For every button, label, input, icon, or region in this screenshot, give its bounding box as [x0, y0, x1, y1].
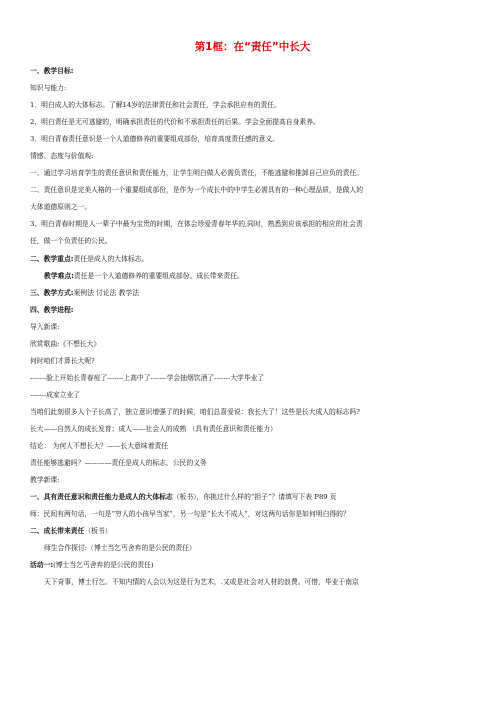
text-line: 任，做一个负责任的公民。: [30, 237, 112, 246]
text-line: 3．明白青春责任意识是一个人道德修养的重要组成部份，培育高度责任感的意义。: [30, 135, 280, 144]
text-line: 教学新课:: [30, 476, 60, 485]
difficulty-text: 责任是一个人道德修养的重要组成部份。成长带来责任。: [73, 271, 244, 280]
teacher-line: 师：民间有两句话，一句是“穷人的小孩早当家”，另一句是“长大不成人”，对这两句话你是如何明白得的？: [30, 510, 350, 519]
process-heading: 四、教学进程:: [30, 305, 74, 314]
method-text: 案例法 讨论法 教学法: [73, 288, 139, 297]
section2-line: [30, 523, 475, 540]
page-title: 第1框：在“责任”中长大: [194, 41, 311, 53]
text-line: 知识与能力:: [30, 84, 67, 93]
section2-rest: （板书）: [84, 527, 112, 536]
activity-label: 活动一:: [30, 561, 54, 570]
text-line: 结论： 为何人不想长大？——长大意味着责任: [30, 442, 169, 451]
text-line: 情感、态度与价值观:: [30, 152, 94, 161]
section1-line: [30, 489, 475, 506]
text-line: 长大——自然人的成长发育；成人——社会人的成熟 （具有责任意识和责任能力）: [30, 424, 277, 433]
key-point-line: [30, 251, 475, 268]
document-page: [30, 40, 475, 591]
guide-line: 师生合作探讨:（博士当乞丐舍弃的是公民的责任）: [44, 544, 196, 553]
text-line: 大体道德原则之一。: [30, 203, 92, 212]
objectives-block: [30, 63, 475, 251]
text-line: 3、明白青春时期是人一辈子中最为宝贵的时期，在体会珍爱青春年华的,同时，熟悉到应该承担的相应的社会责: [30, 220, 363, 229]
text-line: 2．明白责任是无可逃避的，明确承担责任的代价和不承担责任的后果。学会全面提高自身素养。: [30, 118, 320, 127]
method-label: 三、教学方式:: [30, 288, 74, 297]
text-line: -------脸上开始长青春痘了-------上高中了-------学会抽烟饮酒了-------大学毕业了: [30, 373, 265, 382]
section1-label: 一、具有责任意识和责任能力是成人的大体标志: [30, 493, 173, 502]
section2-label: 二、成长带来责任: [30, 527, 85, 536]
text-line: 当咱们此刻很多人个子长高了，独立意识增强了的时候，咱们总喜爱说：我长大了！这些是长大成人的标志吗?: [30, 407, 360, 416]
text-line: 欣赏歌曲:《不想长大》: [30, 339, 101, 348]
section1-rest: （板书），你挑过什么样的“担子”？请填写下表 P89 页: [172, 493, 337, 502]
key-point-text: 责任是成人的大体标志。: [73, 254, 149, 263]
text-line: 一、通过学习培育学生的责任意识和责任能力，让学生明白做人必需负责任，不能逃避和推卸自己应负的责任。: [30, 169, 364, 178]
last-line: 天下奇事，博士行乞。不知内情的人会以为这是行为艺术，.又或是社会对人材的浪费。可惜，毕业于南京: [44, 578, 359, 587]
text-line: 导入新课:: [30, 322, 60, 331]
difficulty-label: 教学难点:: [44, 271, 74, 280]
text-line: 何时咱们才算长大呢?: [30, 356, 95, 365]
text-line: 责任能够逃避吗？————责任是成人的标志，公民的义务: [30, 459, 207, 468]
text-line: -------成家立业了: [30, 390, 81, 399]
method-line: [30, 285, 475, 302]
process-block: [30, 319, 475, 489]
text-line: 二、责任意识是完美人格的一个重要组成部份，是作为一个成长中的中学生必需具有的一种心理品质，是做人的: [30, 186, 364, 195]
text-line: 一、教学目标:: [30, 67, 74, 75]
activity-line: [30, 557, 475, 574]
text-line: 1．明白成人的大体标志。了解14岁的法律责任和社会责任，学会承担应有的责任。: [30, 101, 281, 110]
difficulty-line: [30, 268, 475, 285]
key-point-label: 二、教学重点:: [30, 254, 74, 263]
activity-text: (博士当乞丐舍弃的是公民的责任): [53, 561, 154, 570]
